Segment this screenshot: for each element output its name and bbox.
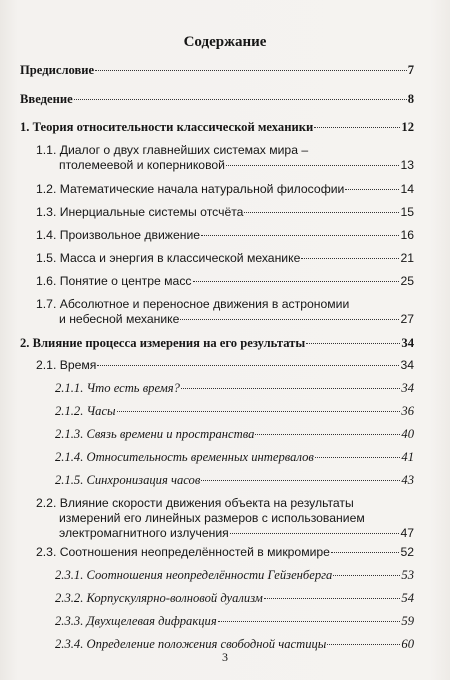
toc-entry-title: 2.1.1. Что есть время? <box>55 381 180 395</box>
toc-entry-title: 1.4. Произвольное движение <box>36 228 201 242</box>
toc-entry-title: и небесной механике <box>59 312 180 326</box>
toc-entry-title: 1.3. Инерциальные системы отсчёта <box>36 205 244 219</box>
toc-entry-1-5[interactable] <box>36 251 414 266</box>
toc-entry-page: 15 <box>400 205 414 219</box>
toc-entry-page: 34 <box>401 336 414 350</box>
toc-entry-1-4[interactable] <box>36 228 414 243</box>
dot-leader <box>117 411 401 412</box>
dot-leader <box>244 212 399 213</box>
toc-entry-chapter-2[interactable] <box>20 336 414 351</box>
toc-entry-title: 2.3.3. Двухщелевая дифракция <box>55 614 217 628</box>
dot-leader <box>181 388 400 389</box>
toc-entry-1-2[interactable] <box>36 182 414 197</box>
toc-entry-page: 21 <box>400 251 414 265</box>
toc-entry-preface[interactable] <box>20 63 414 78</box>
toc-entry-title: 2.3. Соотношения неопределённостей в микромире <box>36 545 330 559</box>
toc-entry-title-line1: 1.1. Диалог о двух главнейших системах мира – <box>36 143 309 157</box>
dot-leader <box>180 319 399 320</box>
toc-entry-1-1[interactable] <box>36 143 414 173</box>
dot-leader <box>331 552 399 553</box>
toc-entry-title: 2.1. Время <box>36 358 97 372</box>
toc-entry-2-1-1[interactable] <box>55 381 414 396</box>
toc-entry-page: 25 <box>400 274 414 288</box>
toc-entry-page: 36 <box>401 404 414 418</box>
toc-entry-2-1-5[interactable] <box>55 473 414 488</box>
dot-leader <box>345 189 399 190</box>
dot-leader <box>201 235 399 236</box>
toc-entry-title: 2.3.2. Корпускулярно-волновой дуализм <box>55 591 263 605</box>
toc-entry-page: 53 <box>401 568 414 582</box>
dot-leader <box>201 480 400 481</box>
dot-leader <box>315 457 401 458</box>
dot-leader <box>230 533 400 534</box>
toc-entry-2-3-3[interactable] <box>55 614 414 629</box>
dot-leader <box>226 165 399 166</box>
dot-leader <box>333 575 400 576</box>
toc-entry-2-2[interactable] <box>36 496 414 541</box>
dot-leader <box>74 99 407 100</box>
toc-entry-2-3-1[interactable] <box>55 568 414 583</box>
toc-entry-title: 2. Влияние процесса измерения на его результаты <box>20 336 306 350</box>
toc-entry-2-3[interactable] <box>36 545 414 560</box>
toc-entry-2-1[interactable] <box>36 358 414 373</box>
toc-entry-1-3[interactable] <box>36 205 414 220</box>
dot-leader <box>306 343 400 344</box>
toc-entry-title: 1.5. Масса и энергия в классической механике <box>36 251 301 265</box>
toc-entry-title: птолемеевой и коперниковой <box>59 158 225 172</box>
toc-entry-title: 2.3.1. Соотношения неопределённости Гейзенберга <box>55 568 333 582</box>
toc-entry-title: 1.6. Понятие о центре масс <box>36 274 192 288</box>
toc-entry-title: 1. Теория относительности классической механики <box>20 120 314 134</box>
toc-entry-page: 12 <box>401 120 414 134</box>
toc-entry-title-line2: измерений его линейных размеров с использованием <box>59 511 365 525</box>
toc-entry-page: 8 <box>407 92 414 106</box>
dot-leader <box>97 365 399 366</box>
toc-entry-page: 41 <box>401 450 414 464</box>
toc-entry-title: 2.3.4. Определение положения свободной частицы <box>55 637 327 651</box>
toc-entry-page: 34 <box>401 381 414 395</box>
toc-entry-title-line1: 2.2. Влияние скорости движения объекта на результаты <box>36 496 354 510</box>
toc-entry-title: 2.1.2. Часы <box>55 404 116 418</box>
toc-entry-2-3-2[interactable] <box>55 591 414 606</box>
toc-entry-title: электромагнитного излучения <box>59 526 229 540</box>
dot-leader <box>327 644 400 645</box>
toc-entry-title: Введение <box>20 92 73 106</box>
toc-entry-page: 54 <box>401 591 414 605</box>
toc-entry-page: 7 <box>407 63 414 77</box>
dot-leader <box>301 258 399 259</box>
page-number: 3 <box>222 650 228 664</box>
toc-entry-page: 52 <box>400 545 414 559</box>
toc-entry-page: 13 <box>400 158 414 172</box>
toc-entry-page: 47 <box>400 526 414 540</box>
toc-entry-page: 43 <box>401 473 414 487</box>
toc-entry-page: 60 <box>401 637 414 651</box>
dot-leader <box>314 127 400 128</box>
toc-entry-chapter-1[interactable] <box>20 120 414 135</box>
toc-entry-1-7[interactable] <box>36 297 414 327</box>
dot-leader <box>264 598 401 599</box>
toc-entry-page: 27 <box>400 312 414 326</box>
toc-entry-title: Предисловие <box>20 63 95 77</box>
toc-entry-2-1-2[interactable] <box>55 404 414 419</box>
dot-leader <box>255 434 400 435</box>
toc-entry-title-line1: 1.7. Абсолютное и переносное движения в астрономии <box>36 297 350 311</box>
dot-leader <box>218 621 401 622</box>
dot-leader <box>193 281 400 282</box>
toc-entry-title: 2.1.5. Синхронизация часов <box>55 473 201 487</box>
toc-entry-page: 40 <box>401 427 414 441</box>
toc-entry-title: 2.1.3. Связь времени и пространства <box>55 427 255 441</box>
toc-entry-page: 59 <box>401 614 414 628</box>
toc-entry-page: 34 <box>400 358 414 372</box>
dot-leader <box>95 70 407 71</box>
toc-entry-page: 16 <box>400 228 414 242</box>
toc-entry-introduction[interactable] <box>20 92 414 107</box>
toc-entry-1-6[interactable] <box>36 274 414 289</box>
toc-entry-title: 1.2. Математические начала натуральной философии <box>36 182 345 196</box>
toc-entry-title: 2.1.4. Относительность временных интервалов <box>55 450 314 464</box>
toc-entry-page: 14 <box>400 182 414 196</box>
page-title: Содержание <box>183 34 267 50</box>
toc-entry-2-1-4[interactable] <box>55 450 414 465</box>
toc-entry-2-1-3[interactable] <box>55 427 414 442</box>
